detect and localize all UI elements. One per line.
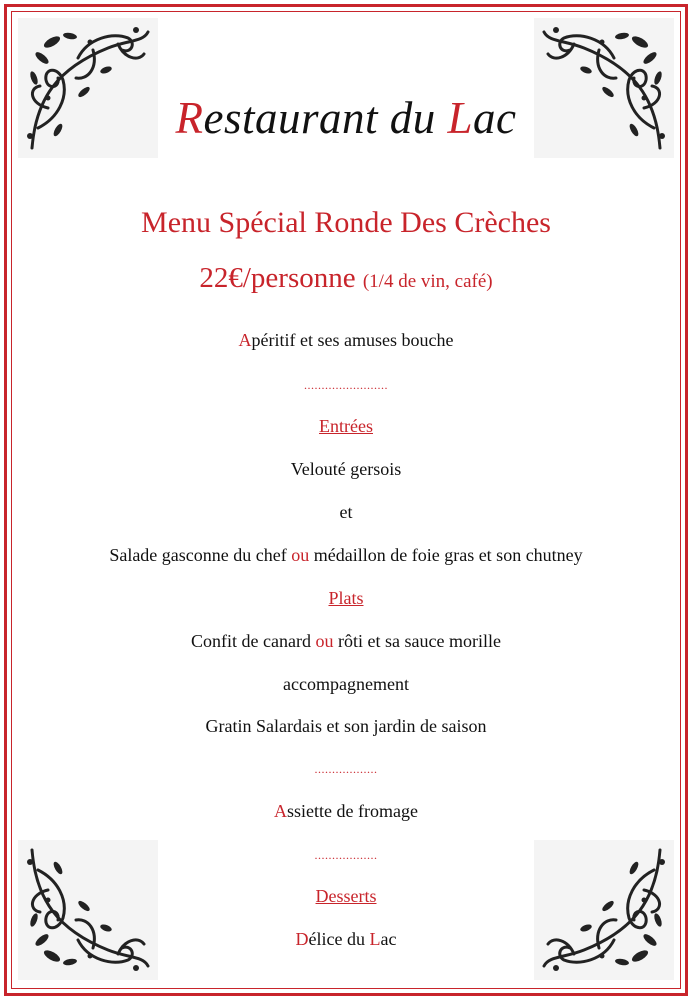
entree-item-2-part1: Salade gasconne du chef <box>109 545 292 565</box>
aperitif-line <box>0 330 692 351</box>
plat-item-3: Gratin Salardais et son jardin de saison <box>205 716 487 736</box>
title-initial-r: R <box>175 93 204 143</box>
entree-item-2-part2: médaillon de foie gras et son chutney <box>309 545 583 565</box>
separator-dots: .................. <box>314 848 378 862</box>
plat-item-2: accompagnement <box>283 674 409 694</box>
menu-price <box>0 262 692 295</box>
section-heading-desserts: Desserts <box>315 886 377 906</box>
separator-dots: .................. <box>314 762 378 776</box>
entree-item-1: Velouté gersois <box>290 459 402 479</box>
plat-item-1-part2: rôti et sa sauce morille <box>333 631 501 651</box>
price-note: (1/4 de vin, café) <box>362 271 493 292</box>
title-text-part2: ac <box>473 93 517 143</box>
aperitif-initial: A <box>238 330 252 350</box>
dessert-item <box>0 929 692 950</box>
dessert-initial-d: D <box>295 929 309 949</box>
dessert-text-part1: élice du <box>308 929 370 949</box>
plat-item-1-part1: Confit de canard <box>191 631 316 651</box>
fromage-line <box>0 801 692 822</box>
price-amount: 22€/personne <box>199 262 356 294</box>
title-initial-l: L <box>447 93 474 143</box>
fromage-initial: A <box>274 801 288 821</box>
menu-title: Menu Spécial Ronde Des Crèches <box>141 206 551 239</box>
section-heading-entrees: Entrées <box>319 416 373 436</box>
entree-connector: et <box>339 502 353 522</box>
separator-dots: ........................ <box>304 378 388 392</box>
plat-item-1 <box>0 631 692 652</box>
plat-item-1-ou: ou <box>315 631 334 651</box>
fromage-text: ssiette de fromage <box>287 801 418 821</box>
restaurant-title <box>0 92 692 144</box>
section-heading-plats: Plats <box>328 588 364 608</box>
entree-item-2-ou: ou <box>291 545 310 565</box>
dessert-text-part2: ac <box>380 929 397 949</box>
dessert-initial-l: L <box>369 929 381 949</box>
title-text-part1: estaurant du <box>203 93 448 143</box>
entree-item-2 <box>0 545 692 566</box>
aperitif-text: péritif et ses amuses bouche <box>251 330 454 350</box>
